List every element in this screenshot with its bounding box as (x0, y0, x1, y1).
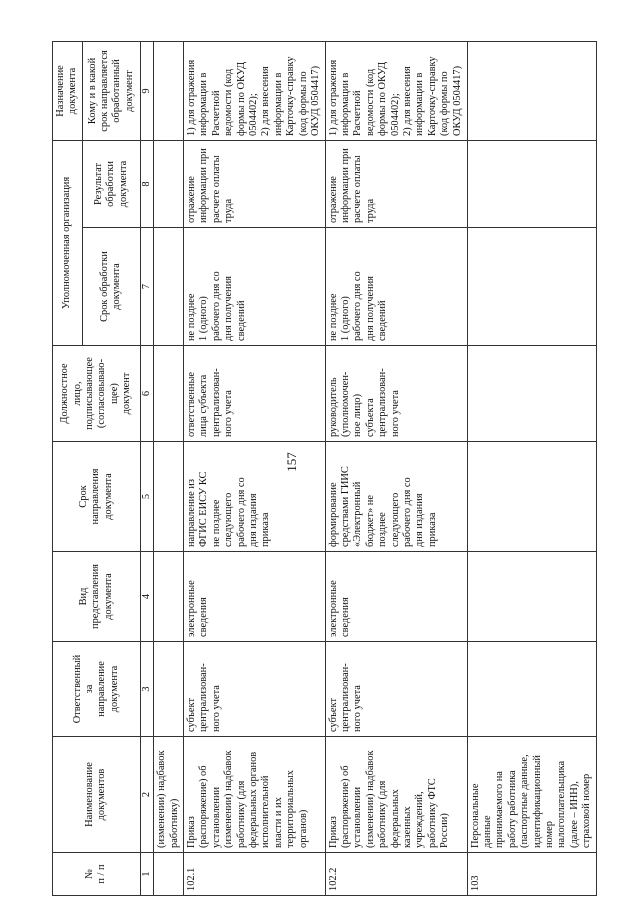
carryover-num (154, 853, 184, 896)
carryover-cell (154, 442, 184, 552)
row-num: 102.1 (184, 853, 325, 896)
row-responsible: субъект централизован- ного учета (184, 642, 325, 737)
header-view: Вид представления документа (53, 552, 141, 642)
row-deadline: направление из ФГИС ЕИСУ КС не позднее следующего рабочего дня со дня издания приказа (184, 442, 325, 552)
carryover-cell (154, 140, 184, 227)
column-number-7: 7 (140, 228, 153, 346)
column-number-8: 8 (140, 140, 153, 227)
column-number-5: 5 (140, 442, 153, 552)
row-view: электронные сведения (184, 552, 325, 642)
row-view: электронные сведения (325, 552, 467, 642)
row-responsible (467, 642, 596, 737)
row-org-deadline: не позднее 1 (одного) рабочего дня со дня получения сведений (325, 228, 467, 346)
column-number-3: 3 (140, 642, 153, 737)
row-purpose: 1) для отражения информации в Расчетной ведомости (код формы по ОКУД 0504402); 2) для внесения информации в Карточку-справку (код формы по ОКУД 0504417) (325, 41, 467, 140)
table-row-carryover (154, 41, 184, 895)
column-number-4: 4 (140, 552, 153, 642)
header-org-group: Уполномоченная организация (53, 140, 83, 345)
header-deadline: Срок направления документа (53, 442, 141, 552)
header-org-result: Результат обработки документа (82, 140, 140, 227)
row-official: руководитель (уполномочен- ное лицо) субъекта централизован- ного учета (325, 346, 467, 442)
page-number: 157 (284, 452, 299, 472)
row-num: 102.2 (325, 853, 467, 896)
row-org-result: отражение информации при расчете оплаты труда (325, 140, 467, 227)
header-official: Должностное лицо, подписывающее (согласовываю- щее) документ (53, 346, 141, 442)
row-view (467, 552, 596, 642)
header-name: Наименование документов (53, 737, 141, 853)
table-row (325, 41, 467, 895)
header-purpose-who: Кому и в какой срок направляется обработанный документ (82, 41, 140, 140)
row-org-deadline (467, 228, 596, 346)
row-org-result (467, 140, 596, 227)
carryover-cell (154, 552, 184, 642)
row-official (467, 346, 596, 442)
carryover-cell (154, 228, 184, 346)
carryover-cell (154, 346, 184, 442)
row-official: ответственные лица субъекта централизован- ного учета (184, 346, 325, 442)
table-row (467, 41, 596, 895)
row-purpose: 1) для отражения информации в Расчетной ведомости (код формы по ОКУД 0504402); 2) для внесения информации в Карточку-справку (код формы по ОКУД 0504417) (184, 41, 325, 140)
row-deadline: формирование средствами ГИИС «Электронный бюджет» не позднее следующего рабочего дня со дня издания приказа (325, 442, 467, 552)
carryover-name: (изменении) надбавок работнику) (154, 737, 184, 853)
carryover-cell (154, 642, 184, 737)
header-responsible: Ответственный за направление документа (53, 642, 141, 737)
column-number-2: 2 (140, 737, 153, 853)
column-number-1: 1 (140, 853, 153, 896)
row-num: 103 (467, 853, 596, 896)
row-deadline (467, 442, 596, 552)
row-org-deadline: не позднее 1 (одного) рабочего дня со дня получения сведений (184, 228, 325, 346)
column-number-9: 9 (140, 41, 153, 140)
row-responsible: субъект централизован- ного учета (325, 642, 467, 737)
header-org-deadline: Срок обработки документа (82, 228, 140, 346)
document-table-rotated (52, 42, 593, 896)
carryover-cell (154, 41, 184, 140)
table-row (184, 41, 325, 895)
row-name: Персональные данные принимаемого на работу работника (паспортные данные, идентификационный номер налогоплательщика (далее – ИНН), страховой номер (467, 737, 596, 853)
column-number-6: 6 (140, 346, 153, 442)
header-num: № п / п (53, 853, 141, 896)
row-name: Приказ (распоряжение) об установлении (изменении) надбавок работнику (для федеральных органов исполнительной власти и их территориальных органов) (184, 737, 325, 853)
row-org-result: отражение информации при расчете оплаты труда (184, 140, 325, 227)
document-table (52, 41, 597, 896)
row-purpose (467, 41, 596, 140)
row-name: Приказ (распоряжение) об установлении (изменении) надбавок работнику (для федеральных казенных учреждений, работнику ФТС России) (325, 737, 467, 853)
header-purpose-group: Назначение документа (53, 41, 83, 140)
